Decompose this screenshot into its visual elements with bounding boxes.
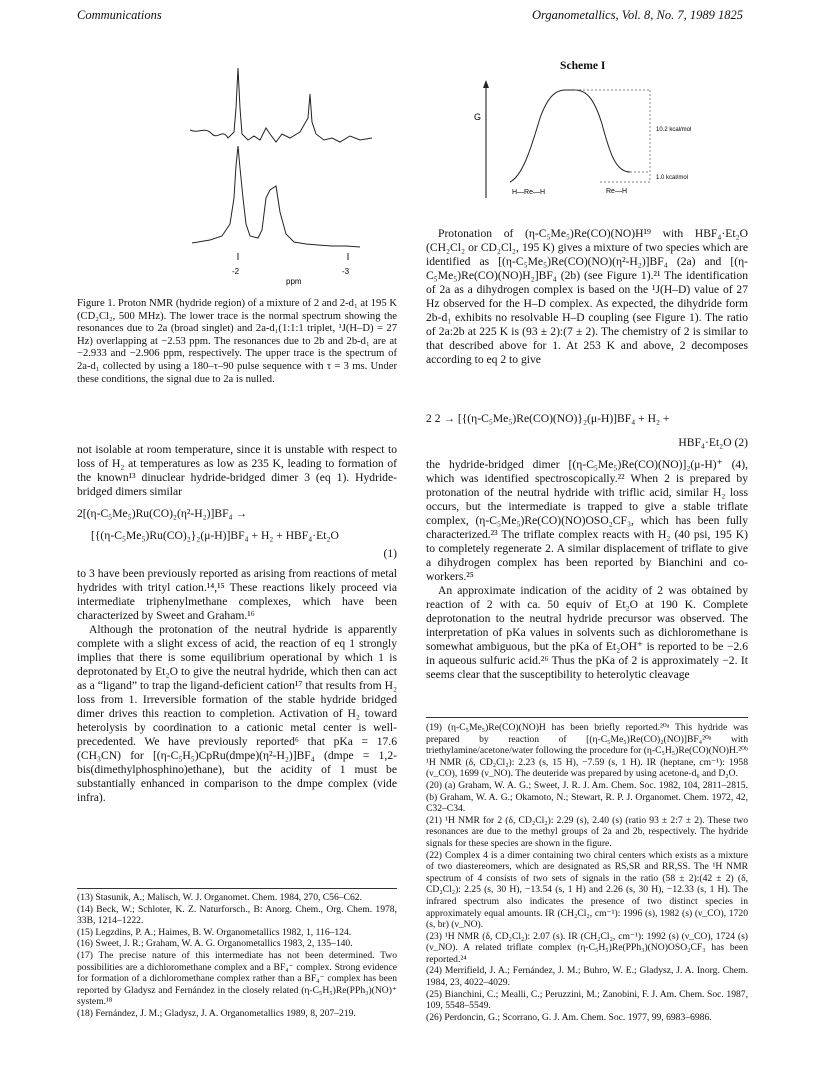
paragraph-bridged-dimer: the hydride-bridged dimer [(η-C₅Me₅)Re(CO)(NO)]₂(μ-H)⁺ (4), which was identified spectroscopically.²² When 2 is prepared by protonation of the neutral hydride with triflic acid, similar H₂ loss occurs, but the intermediate is trapped to give a stable triflate complex, (η-C₅Me₅)Re(CO)(NO)OSO₂CF₃, which has been fully characterized.²³ The triflate complex reacts with H₂ (40 psi, 195 K) to completely regenerate 2. A similar displacement of triflate to give a dihydrogen complex has been reported by Bianchini and co-workers.²⁵ <box>426 458 748 583</box>
nmr-upper-trace <box>190 68 372 142</box>
footnote-24: (24) Merrifield, J. A.; Fernández, J. M.; Buhro, W. E.; Gladysz, J. A. Inorg. Chem. 1984, 23, 4022–4029. <box>426 965 748 989</box>
footnote-22: (22) Complex 4 is a dimer containing two chiral centers which exists as a mixture of two diastereomers, which are designated as RS,SR and RR,SS. The ¹H NMR spectrum of 4 consists of two sets of signals in the ratio (58 ± 2):(42 ± 2) (δ, CD₂Cl₂): 2.25 (s, 30 H), −13.54 (s, 1 H) and 2.26 (s, 30 H), −12.33 (s, 1 H). The infrared spectrum also indicates the presence of two distinct species in approximately equal amounts. IR (CH₂Cl₂, cm⁻¹): 1996 (s), 1982 (s) (ν_CO), 1720 (s, br) (ν_NO). <box>426 849 748 931</box>
right-footnotes <box>426 722 748 1023</box>
footnote-16: (16) Sweet, J. R.; Graham, W. A. G. Organometallics 1983, 2, 135–140. <box>77 938 353 950</box>
paragraph-hydride-dimers: to 3 have been previously reported as arising from reactions of metal hydrides with trityl cation.¹⁴,¹⁵ These reactions likely proceed via intermediate triphenylmethane complexes, which have been characterized by Sweet and Graham.¹⁶ <box>77 567 397 622</box>
left-footnote-rule <box>77 888 397 889</box>
footnote-19: (19) (η-C₅Me₅)Re(CO)(NO)H has been briefly reported.²⁰ᵃ This hydride was prepared by reaction of [(η-C₅Me₅)Re(CO)₂(NO)]BF₄²⁰ᵃ with triethylamine/acetone/water following the procedure for (η-C₅H₅)Re(CO)(NO)H.²⁰ᵇ ¹H NMR (δ, CD₂Cl₂): 2.23 (s, 15 H), −7.59 (s, 1 H). IR (heptane, cm⁻¹): 1958 (ν_CO), 1699 (ν_NO). The deuteride was prepared by using acetone-d₆ and D₂O. <box>426 722 748 780</box>
equation-1 <box>77 507 397 561</box>
footnote-20: (20) (a) Graham, W. A. G.; Sweet, J. R. J. Am. Chem. Soc. 1982, 104, 2811–2815. (b) Graham, W. A. G.; Okamoto, N.; Stewart, R. P. J. Organomet. Chem. 1972, 42, C32–C34. <box>426 779 748 815</box>
footnote-14: (14) Beck, W.; Schloter, K. Z. Naturforsch., B: Anorg. Chem., Org. Chem. 1978, 33B, 1214–1222. <box>77 903 397 927</box>
equation-1-line-1: 2[(η-C₅Me₅)Ru(CO)₂(η²-H₂)]BF₄ → <box>77 507 248 520</box>
energy-axis-label-g: G <box>474 112 482 122</box>
footnote-15: (15) Legzdins, P. A.; Haimes, B. W. Organometallics 1982, 1, 116–124. <box>77 926 352 938</box>
equation-2-line-1: 2 2 → [{(η-C₅Me₅)Re(CO)(NO)}₂(μ-H)]BF₄ + H₂ + <box>426 412 670 425</box>
right-column-top <box>426 227 748 367</box>
running-header-left: Communications <box>77 8 162 22</box>
footnote-21: (21) ¹H NMR for 2 (δ, CD₂Cl₂): 2.29 (s), 2.40 (s) (ratio 93 ± 2:7 ± 2). These two resonances are due to the methyl groups of 2a and 2b, respectively. The hydride signals for these species are shown in the figure. <box>426 814 748 849</box>
footnote-25: (25) Bianchini, C.; Mealli, C.; Peruzzini, M.; Zanobini, F. J. Am. Chem. Soc. 1987, 109, 5548–5549. <box>426 988 748 1012</box>
paragraph-protonation-re: Protonation of (η-C₅Me₅)Re(CO)(NO)H¹⁹ with HBF₄·Et₂O (CH₂Cl₂ or CD₂Cl₂, 195 K) gives a mixture of two species which are identified as [(η-C₅Me₅)Re(CO)(NO)(η²-H₂)]BF₄ (2a) and [(η-C₅Me₅)Re(CO)(NO)H₂]BF₄ (2b) (see Figure 1).²¹ The identification of 2a as a dihydrogen complex is based on the ¹J(H–D) value of 27 Hz observed for the H–D complex. As expected, the dihydride form 2b-d₁ exhibits no resolvable H–D coupling (see Figure 1). The ratio of 2a:2b at 225 K is (93 ± 2):(7 ± 2). The chemistry of 2 is similar to that described above for 1. At 253 K and above, 2 decomposes according to eq 2 to give <box>426 227 748 366</box>
equilibrium-label: 1.0 kcal/mol <box>656 175 689 181</box>
figure-1-caption: Figure 1. Proton NMR (hydride region) of a mixture of 2 and 2-d₁ at 195 K (CD₂Cl₂, 500 MHz). The lower trace is the normal spectrum showing the resonances due to 2a (broad singlet) and 2a-d₁(1:1:1 triplet, ¹J(H–D) = 27 Hz) overlapping at −2.53 ppm. The resonances due to 2b and 2b-d₁ are at −2.933 and −2.906 ppm, respectively. The upper trace is the spectrum of 2a-d₁ collected by using a 180–τ–90 pulse sequence with τ = 3 ms. Under these conditions, the signal due to 2a is nulled. <box>77 298 397 385</box>
equation-2-line-2: HBF₄·Et₂O (2) <box>678 436 748 449</box>
equation-1-line-2: [{(η-C₅Me₅)Ru(CO)₂}₂(μ-H)]BF₄ + H₂ + HBF₄·Et₂O <box>91 529 339 542</box>
left-column-body <box>77 443 397 805</box>
paragraph-not-isolable: not isolable at room temperature, since it is unstable with respect to loss of H₂ at temperatures as low as 235 K, leading to formation of the known¹³ dinuclear hydride-bridged dimer 3 (eq 1). Hydride-bridged dimers similar <box>77 443 397 498</box>
ppm-axis-label: ppm <box>286 277 302 286</box>
footnote-17: (17) The precise nature of this intermediate has not been determined. Two possibilities are a dichloromethane complex and a BF₄⁻ complex. Strong evidence for formation of a dichloromethane complex rather than a BF₄⁻ complex has been reported by Gladysz and Fernández in the closely related (η-C₅H₅)Re(PPh₃)(NO)⁺ system.¹⁸ <box>77 949 397 1008</box>
scheme-title: Scheme I <box>560 59 606 72</box>
paragraph-acidity: An approximate indication of the acidity of 2 was obtained by reaction of 2 with ca. 50 equiv of Et₂O at 190 K. Complete deprotonation to the neutral hydride precursor was observed. The interpretation of pKa values in solvents such as dichloromethane is somewhat ambiguous, but the pKa of Et₂OH⁺ is reported to be −2.6 in aqueous sulfuric acid.²⁶ Thus the pKa of 2 is approximately −2. It seems clear that the susceptibility to heterolytic cleavage <box>426 584 748 681</box>
running-header-right: Organometallics, Vol. 8, No. 7, 1989 1825 <box>532 8 743 22</box>
equation-2 <box>426 412 748 450</box>
barrier-label: 10.2 kcal/mol <box>656 127 692 133</box>
dihydride-species: H—Re—H <box>512 189 546 196</box>
left-footnotes <box>77 892 397 1020</box>
footnote-18: (18) Fernández, J. M.; Gladysz, J. A. Organometallics 1989, 8, 207–219. <box>77 1007 356 1019</box>
equation-1-number: (1) <box>383 547 397 560</box>
ppm-tick-minus-2: -2 <box>232 267 240 276</box>
footnote-23: (23) ¹H NMR (δ, CD₂Cl₂): 2.07 (s). IR (CH₂Cl₂, cm⁻¹): 1992 (s) (ν_CO), 1724 (s) (ν_NO). A related triflate complex (η-C₅H₅)Re(PPh₃)(NO)OSO₂CF₃ has been reported.²⁴ <box>426 930 748 965</box>
dihydrogen-species: Re—H <box>606 188 628 195</box>
nmr-spectrum-figure <box>150 48 420 293</box>
nmr-lower-trace <box>192 146 360 247</box>
ppm-tick-minus-3: -3 <box>342 267 350 276</box>
right-column-body <box>426 458 748 682</box>
footnote-26: (26) Perdoncin, G.; Scorrano, G. J. Am. Chem. Soc. 1977, 99, 6983–6986. <box>426 1011 712 1023</box>
paragraph-equilibrium: Although the protonation of the neutral hydride is apparently complete with a slight excess of acid, the reaction of eq 1 strongly implies that there is some equilibrium operational by which 1 is deprotonated by Et₂O to give the neutral hydride, which then can act as a “ligand” to trap the ligand-deficient cation¹⁷ that results from H₂ loss from 1. Irreversible formation of the stable hydride bridged dimer drives this reaction to completion. Activation of H₂ toward heterolysis by coordination to a cationic metal center is well-precedented. We have previously reported⁶ that pKa = 17.6 (CH₃CN) for [(η-C₅H₅)CpRu(dmpe)(η²-H₂)]BF₄ (dmpe = 1,2-bis(dimethylphosphino)ethane), but the acidity of 1 must be substantially enhanced in comparison to the dmpe complex (vide infra). <box>77 623 397 804</box>
right-footnote-rule <box>426 717 748 718</box>
footnote-13: (13) Stasunik, A.; Malisch, W. J. Organomet. Chem. 1984, 270, C56–C62. <box>77 892 362 903</box>
energy-curve <box>510 90 630 182</box>
scheme-energy-diagram <box>470 76 720 198</box>
